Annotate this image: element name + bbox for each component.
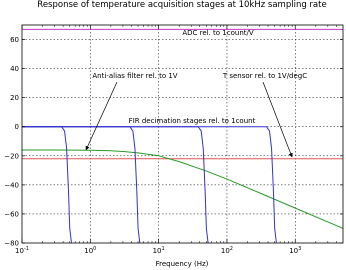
y-tick-label: −80 <box>4 239 19 248</box>
y-tick-label: −40 <box>4 181 19 190</box>
annotation-fir: FIR decimation stages rel. to 1count <box>128 117 256 125</box>
chart-title: Response of temperature acquisition stages at 10kHz sampling rate <box>37 0 327 10</box>
y-tick-label: 0 <box>14 123 19 132</box>
x-tick-label: $10^0$ <box>84 246 97 255</box>
x-tick-label: $10^1$ <box>152 246 165 255</box>
x-tick-label: $10^{-1}$ <box>15 246 29 255</box>
y-tick-label: −60 <box>4 210 19 219</box>
annotation-anti-alias: Anti-alias filter rel. to 1V <box>92 72 178 80</box>
annotation-adc: ADC rel. to 1count/V <box>182 29 254 37</box>
y-tick-label: 60 <box>10 36 19 45</box>
y-tick-label: 40 <box>10 65 19 74</box>
y-tick-label: 20 <box>10 94 19 103</box>
y-tick-label: −20 <box>4 152 19 161</box>
annotation-t-sensor: T sensor rel. to 1V/degC <box>222 72 308 80</box>
x-tick-label: $10^2$ <box>220 246 233 255</box>
plot-area <box>22 25 343 243</box>
x-tick-label: $10^3$ <box>289 246 302 255</box>
x-axis-label: Frequency (Hz) <box>155 260 209 268</box>
